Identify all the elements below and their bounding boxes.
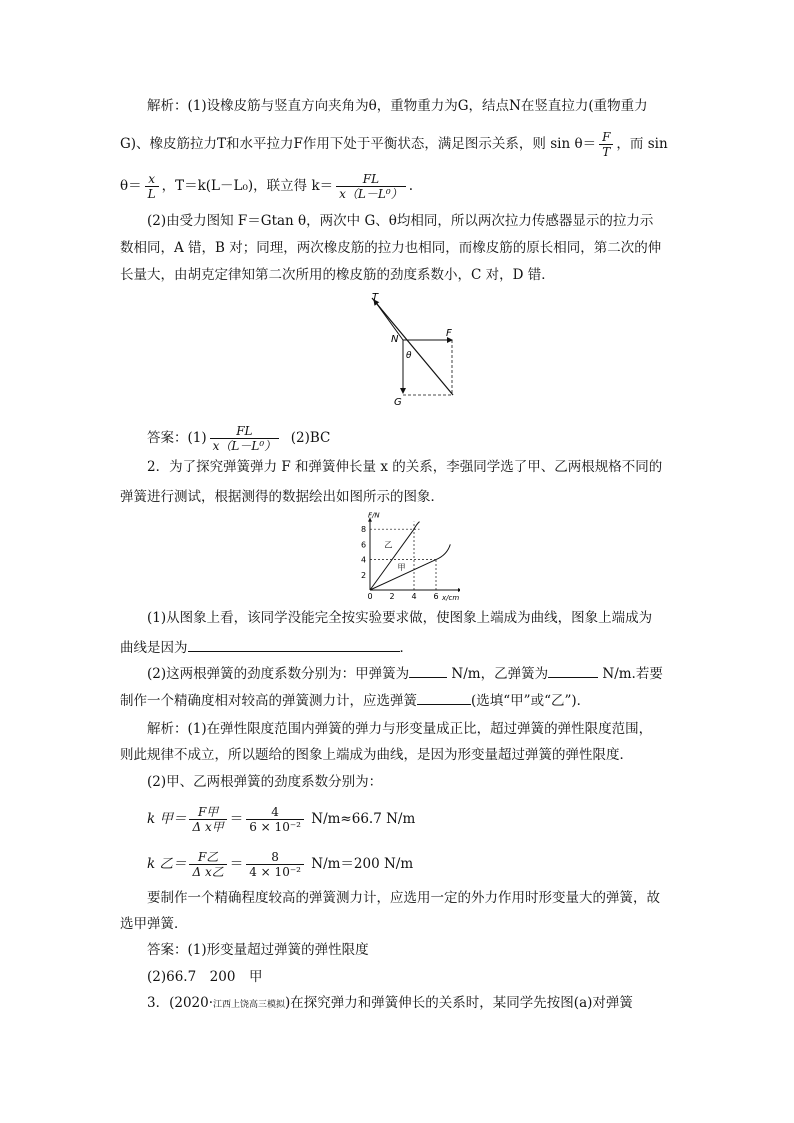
blank-k-jia[interactable]: [409, 663, 447, 678]
label-n: N: [391, 334, 399, 345]
x-tick-label: 6: [433, 592, 439, 601]
force-t-arrow: [374, 300, 403, 340]
x-tick-label: 0: [367, 592, 373, 601]
fraction-f-over-t: $\frac{F}{T}$: [599, 130, 613, 159]
q2-line1: 2．为了探究弹簧弹力 F 和弹簧伸长量 x 的关系，李强同学选了甲、乙两根规格不同的: [147, 459, 663, 475]
y-tick-label: 6: [361, 540, 367, 550]
series-label-yi: 乙: [384, 540, 393, 550]
fraction-k1-numeric: $\frac{4}{\text{6 × 10⁻²}}$: [246, 805, 304, 834]
x-axis-label: x/cm: [442, 594, 460, 602]
q1-analysis-line6: 长量大，由胡克定律知第二次所用的橡皮筋的劲度系数小，C 对，D 错．: [120, 267, 555, 283]
fraction-k1-symbolic: $\frac{\text{F甲}}{\text{Δ x甲}}$: [189, 805, 226, 834]
rubber-band-line: [372, 298, 453, 395]
label-theta: θ: [406, 351, 412, 361]
q2-sub2-line2: 制作一个精确度相对较高的弹簧测力计，应选弹簧 (选填“甲”或“乙”)．: [120, 690, 590, 711]
q2-analysis-line3: (2)甲、乙两根弹簧的劲度系数分别为：: [147, 774, 383, 790]
x-tick-label: 4: [411, 592, 417, 601]
q2-analysis-line4: 要制作一个精确程度较高的弹簧测力计，应选用一定的外力作用时形变量大的弹簧，故: [147, 890, 660, 906]
q2-sub1-line2: 曲线是因为 ．: [120, 637, 413, 658]
blank-reason[interactable]: [188, 637, 400, 652]
series-label-jia: 甲: [397, 563, 406, 573]
q2-line2: 弹簧进行测试，根据测得的数据绘出如图所示的图象．: [120, 489, 444, 505]
q1-answer: 答案：(1) $\frac{FL}{\text{x（L－L⁰）}}$ (2)BC: [147, 424, 331, 453]
k-jia-formula: k 甲＝ $\frac{\text{F甲}}{\text{Δ x甲}}$ ＝ $\frac{4}{\text{6 × 10⁻²}}$ N/m≈66.7 N/m: [147, 805, 416, 834]
fraction-answer: $\frac{FL}{\text{x（L－L⁰）}}$: [210, 424, 280, 453]
q1-analysis-line1: 解析：(1)设橡皮筋与竖直方向夹角为θ，重物重力为G，结点N在竖直拉力(重物重力: [147, 98, 648, 114]
blank-k-yi[interactable]: [548, 663, 598, 678]
q2-sub2-line1: (2)这两根弹簧的劲度系数分别为：甲弹簧为 N/m，乙弹簧为 N/m.若要: [147, 663, 663, 684]
force-diagram: [360, 288, 470, 408]
spring-chart: [352, 508, 460, 602]
x-tick-label: 2: [389, 592, 395, 601]
y-tick-label: 4: [361, 555, 367, 565]
fraction-k2-symbolic: $\frac{\text{F乙}}{\text{Δ x乙}}$: [189, 850, 226, 879]
q2-answer-line2: (2)66.7 200 甲: [147, 969, 263, 985]
q2-analysis-line5: 选甲弹簧．: [120, 916, 188, 932]
q1-analysis-line5: 数相同，A 错，B 对；同理，两次橡皮筋的拉力也相同，而橡皮筋的原长相同，第二次的伸: [120, 240, 662, 256]
q1-analysis-line3: θ＝ $\frac{x}{L}$ ，T＝k(L－L₀)，联立得 k＝ $\frac{FL}{\text{x（L－L⁰）}}$ .: [120, 172, 413, 201]
fraction-k2-numeric: $\frac{8}{\text{4 × 10⁻²}}$: [246, 850, 304, 879]
blank-choice[interactable]: [417, 690, 471, 705]
label-f: F: [446, 328, 452, 339]
q1-analysis-line4: (2)由受力图知 F＝Gtan θ，两次中 G、θ均相同，所以两次拉力传感器显示的拉力示: [147, 213, 654, 229]
y-tick-label: 2: [361, 570, 367, 580]
label-t: T: [372, 292, 379, 303]
x-axis-arrow: [458, 588, 460, 592]
q2-sub1-line1: (1)从图象上看，该同学没能完全按实验要求做，使图象上端成为曲线，图象上端成为: [147, 610, 653, 626]
label-g: G: [394, 397, 402, 408]
q3-source: 江西上饶高三模拟: [213, 1000, 286, 1010]
k-yi-formula: k 乙＝ $\frac{\text{F乙}}{\text{Δ x乙}}$ ＝ $\frac{8}{\text{4 × 10⁻²}}$ N/m＝200 N/m: [147, 850, 414, 879]
q1-analysis-line2: G)、橡皮筋拉力T和水平拉力F作用下处于平衡状态，满足图示关系，则 sin θ＝ $\frac{F}{T}$ ，而 sin: [120, 130, 668, 159]
series-curve-jia: [436, 544, 450, 559]
series-curve-yi: [414, 522, 420, 530]
fraction-x-over-l: $\frac{x}{L}$: [145, 172, 159, 201]
q3-line1: 3．(2020·江西上饶高三模拟)在探究弹力和弹簧伸长的关系时，某同学先按图(a)对弹簧: [147, 995, 633, 1011]
q2-analysis-line2: 则此规律不成立，所以题给的图象上端成为曲线，是因为形变量超过弹簧的弹性限度．: [120, 747, 633, 763]
q2-analysis-line1: 解析：(1)在弹性限度范围内弹簧的弹力与形变量成正比，超过弹簧的弹性限度范围，: [147, 721, 653, 737]
q2-answer-line1: 答案：(1)形变量超过弹簧的弹性限度: [147, 942, 369, 958]
y-tick-label: 8: [361, 525, 367, 535]
fraction-k-formula: $\frac{FL}{\text{x（L－L⁰）}}$: [336, 172, 406, 201]
y-axis-label: F/N: [368, 511, 380, 520]
